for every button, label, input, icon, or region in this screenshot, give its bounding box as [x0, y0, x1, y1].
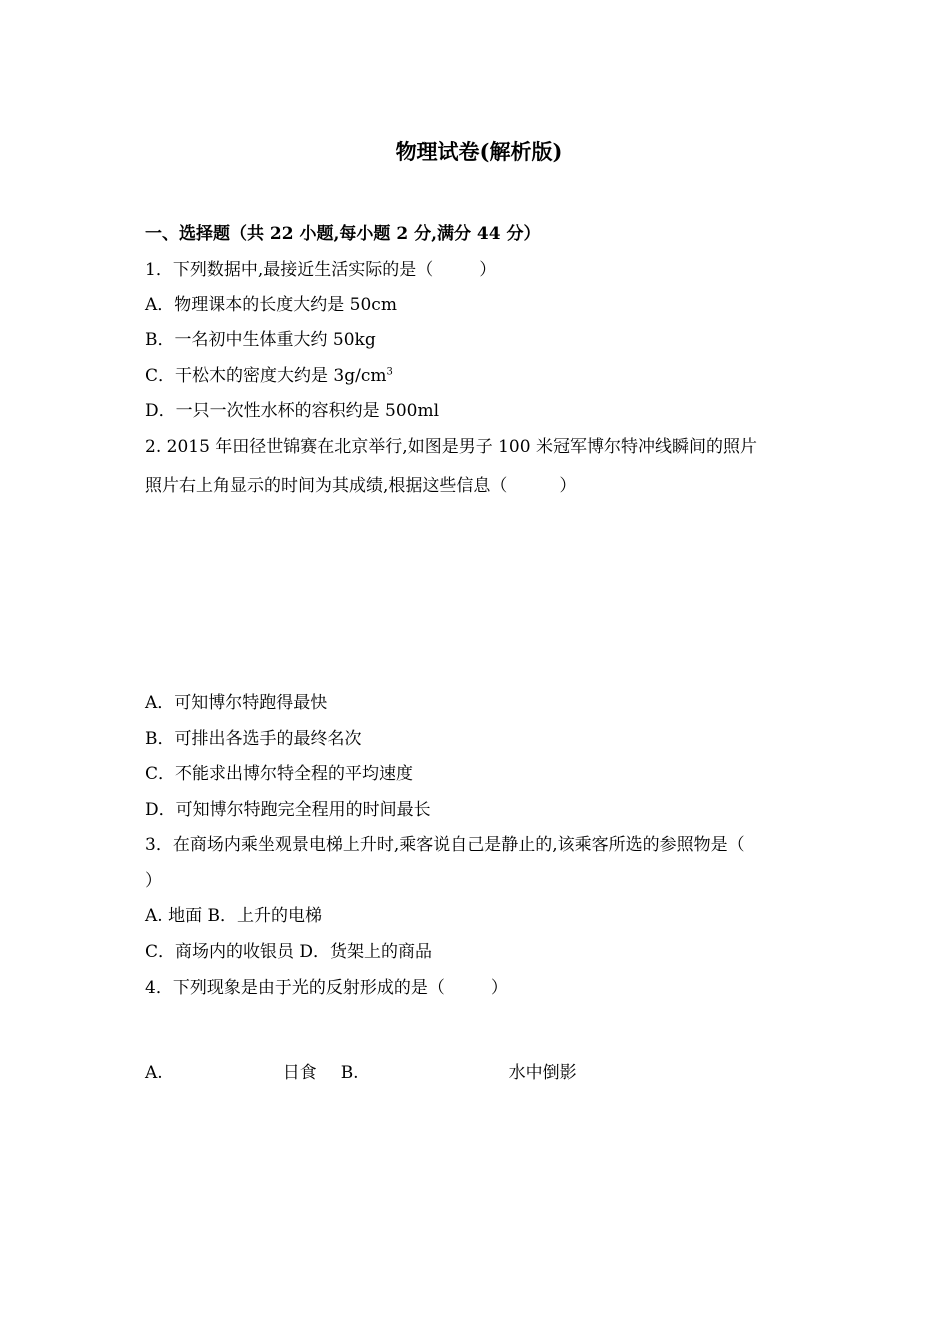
question-1-option-a: A．物理课本的长度大约是 50cm — [145, 295, 397, 315]
question-4-option-a-text: 日食 — [282, 1063, 317, 1083]
section-heading: 一、选择题（共 22 小题,每小题 2 分,满分 44 分） — [145, 224, 541, 244]
question-2-stem-line-2 — [145, 474, 576, 498]
question-1-option-d: D．一只一次性水杯的容积约是 500ml — [145, 401, 440, 421]
superscript-3: 3 — [386, 366, 393, 378]
question-2-option-c: C．不能求出博尔特全程的平均速度 — [145, 764, 414, 784]
question-1-option-c — [145, 364, 393, 388]
question-2-option-b: B．可排出各选手的最终名次 — [145, 729, 362, 749]
question-4-option-a-label: A. — [145, 1063, 163, 1083]
question-3-stem-line-2: ） — [145, 871, 162, 891]
question-2-stem-text: 照片右上角显示的时间为其成绩,根据这些信息（ — [145, 476, 508, 496]
question-2-photo-area — [145, 512, 146, 682]
question-3-stem-line-1: 3．在商场内乘坐观景电梯上升时,乘客说自己是静止的,该乘客所选的参照物是（ — [145, 835, 745, 855]
question-4-stem-text: 4．下列现象是由于光的反射形成的是（ — [145, 978, 445, 998]
question-4-stem-end: ） — [490, 978, 508, 998]
question-2-option-a: A．可知博尔特跑得最快 — [145, 693, 328, 713]
question-3-option-line-1: A. 地面 B．上升的电梯 — [145, 906, 322, 926]
question-1-option-c-text: C．干松木的密度大约是 3g/cm — [145, 366, 387, 386]
question-1-option-b: B．一名初中生体重大约 50kg — [145, 330, 376, 350]
page-title: 物理试卷(解析版) — [395, 139, 563, 164]
question-1-stem — [145, 258, 496, 282]
question-2-stem-end: ） — [559, 476, 577, 496]
question-4-stem — [145, 976, 508, 1000]
question-1-stem-end: ） — [479, 260, 497, 280]
question-4-options — [145, 1061, 577, 1085]
question-3-option-line-2: C．商场内的收银员 D．货架上的商品 — [145, 942, 433, 962]
question-1-stem-text: 1．下列数据中,最接近生活实际的是（ — [145, 260, 434, 280]
question-4-option-b-text: 水中倒影 — [508, 1063, 577, 1083]
question-2-stem-line-1: 2. 2015 年田径世锦赛在北京举行,如图是男子 100 米冠军博尔特冲线瞬间的照片 — [145, 437, 757, 457]
question-2-option-d: D．可知博尔特跑完全程用的时间最长 — [145, 800, 431, 820]
question-4-option-b-label: B. — [340, 1063, 359, 1083]
